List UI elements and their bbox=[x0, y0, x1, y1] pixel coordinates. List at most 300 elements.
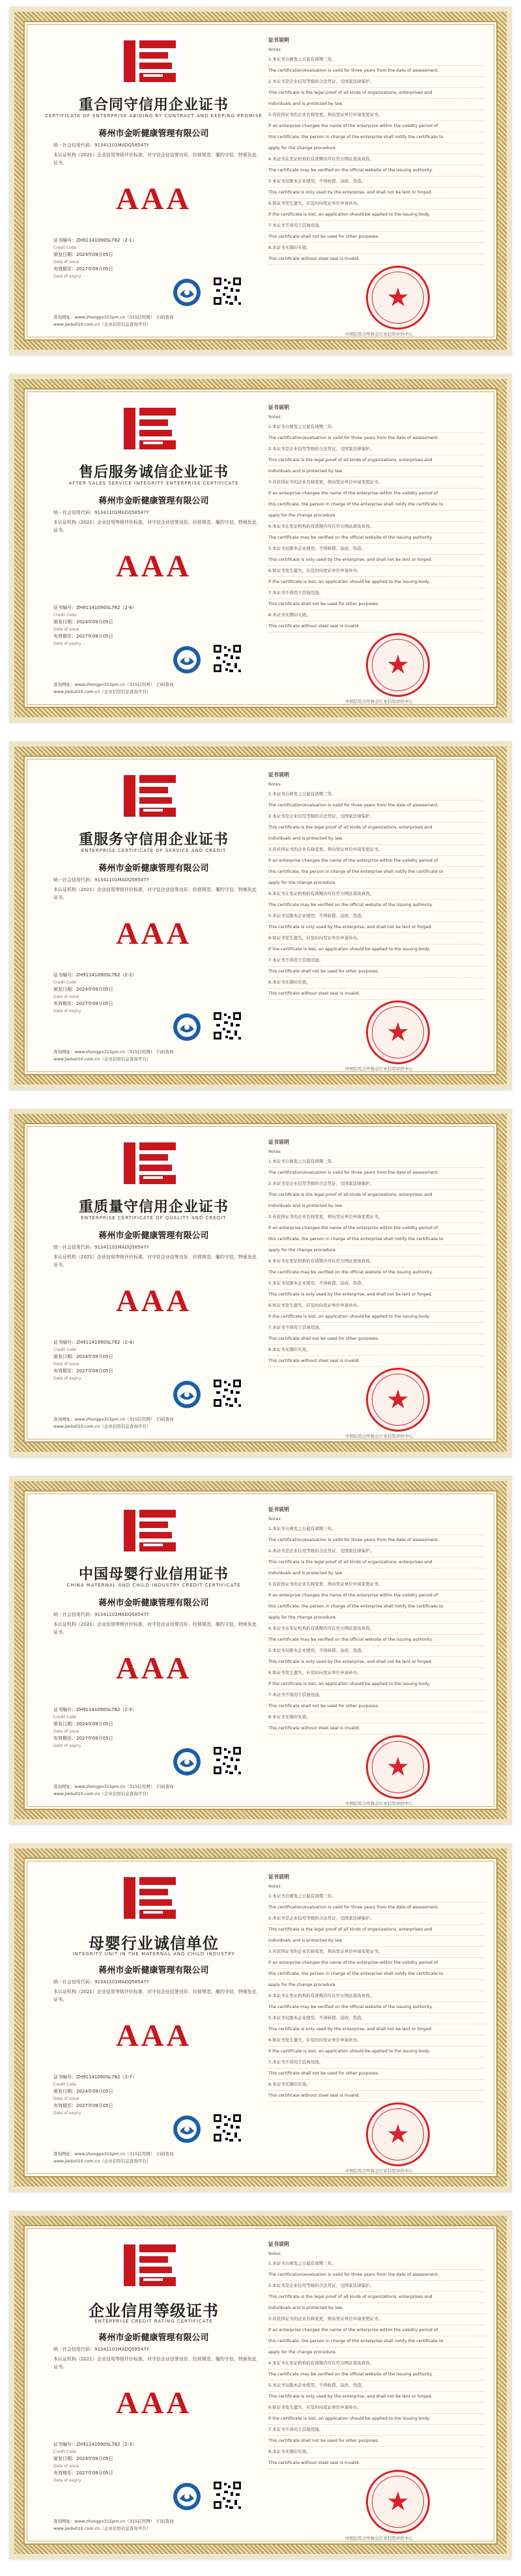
note-line: The certificate may be verified on the official website of the issuing authority. bbox=[268, 900, 485, 911]
note-line: This certificate without steel seal is invalid. bbox=[268, 2091, 485, 2102]
note-line: 4.本证书在发证机构的有效期内可在官方网站查询真伪。 bbox=[268, 889, 485, 900]
certificate-subtitle: CHINA MATERNAL AND CHILD INDUSTRY CREDIT CERTIFICATE bbox=[66, 1583, 241, 1588]
cert-no: ZH91141090SL782（2-4） bbox=[76, 1340, 137, 1345]
issue-date-en: Date of issue bbox=[53, 2097, 79, 2101]
issuer-name: 中国信用合作协会行业信用评价中心 bbox=[345, 332, 413, 337]
certificate-card bbox=[9, 1109, 512, 1457]
note-line: 2.本证书是企业信用等级的合法凭证，受国家法律保护。 bbox=[268, 77, 485, 88]
cert-no-en: Credit Code bbox=[53, 980, 77, 985]
seal-star-icon: ★ bbox=[386, 650, 410, 680]
query-site-2[interactable]: www.jiedu010.com.cn（企业信用信息查询平台） bbox=[53, 2526, 151, 2531]
note-line: If an enterprise changes the name of the enterprise within the validity period of bbox=[268, 1223, 485, 1234]
note-line: this certificate, the person in charge of the enterprise shall notify the certificate to bbox=[268, 867, 485, 878]
query-site-1[interactable]: www.zhongpx315pm.cn（315信用网） bbox=[74, 1784, 152, 1789]
cert-no-label: 证书编号： bbox=[53, 238, 76, 243]
certificate-notes-panel bbox=[268, 766, 485, 1071]
note-line: 2.本证书是企业信用等级的合法凭证，受国家法律保护。 bbox=[268, 1914, 485, 1925]
certificate-card bbox=[9, 1843, 512, 2192]
note-line: this certificate, the person in charge of the enterprise shall notify the certificate to bbox=[268, 132, 485, 143]
note-line: If an enterprise changes the name of the enterprise within the validity period of bbox=[268, 1591, 485, 1602]
note-line: 3.若获得证书的企业名称变更，须向发证单位申请变更证书。 bbox=[268, 2314, 485, 2325]
query-site-2[interactable]: www.jiedu010.com.cn（企业信用信息查询平台） bbox=[53, 322, 151, 327]
note-line: individuals and is protected by law. bbox=[268, 2303, 485, 2314]
note-line: 6.如证书发生遗失，应及时向发证单位申请补办。 bbox=[268, 2035, 485, 2046]
rating-grade: AAA bbox=[116, 1284, 191, 1318]
seal-star-icon: ★ bbox=[386, 2119, 410, 2149]
company-name: 蒋州市金昕健康管理有限公司 bbox=[98, 1598, 209, 1608]
credit-code: 统一社会信用代码：91341101MADQ58547Y bbox=[53, 2347, 149, 2352]
note-line: 6.如证书发生遗失，应及时向发证单位申请补办。 bbox=[268, 1668, 485, 1679]
expiry-date: 有效期至：2027年09月05日 bbox=[53, 1368, 113, 1374]
note-line: If the certificate is lost, an application should be applied to the issuing body. bbox=[268, 577, 485, 588]
note-line: 5.本证书仅限本企业使用，不得转借、涂改、伪造。 bbox=[268, 911, 485, 922]
note-line: 3.若获得证书的企业名称变更，须向发证单位申请变更证书。 bbox=[268, 110, 485, 121]
query-site-2[interactable]: www.jiedu010.com.cn（企业信用信息查询平台） bbox=[53, 1424, 151, 1429]
rating-grade: AAA bbox=[116, 182, 191, 216]
certificate-paper bbox=[23, 1490, 498, 1810]
note-line: This certificate shall not be used for other purposes. bbox=[268, 232, 485, 243]
rating-grade: AAA bbox=[116, 2018, 191, 2053]
note-line: 8.本证书无钢印无效。 bbox=[268, 2447, 485, 2458]
notes-title-en: Notes bbox=[268, 782, 281, 787]
query-site-2[interactable]: www.jiedu010.com.cn（企业信用信息查询平台） bbox=[53, 1791, 151, 1796]
note-line: This certificate is the legal proof of all kinds of organizations, enterprises and bbox=[268, 88, 485, 99]
note-line: The certification/evaluation is valid for three years from the date of assessment. bbox=[268, 1903, 485, 1914]
certificate-description: 本认证机构（2021）企业信用等级评价标准，对守信企业信誉良好、经营规范、履约守信，特颁发此证书。 bbox=[53, 2357, 257, 2370]
note-line: 5.本证书仅限本企业使用，不得转借、涂改、伪造。 bbox=[268, 177, 485, 188]
certificate-meta bbox=[53, 237, 137, 280]
notes-list bbox=[268, 2259, 485, 2469]
red-seal-stamp bbox=[366, 633, 430, 697]
certificate-paper bbox=[23, 388, 498, 708]
notes-title: 证书说明 bbox=[268, 2241, 289, 2247]
cert-no: ZH91141090SL782（2-5） bbox=[76, 1707, 137, 1712]
blue-emblem-icon bbox=[172, 277, 202, 307]
note-line: 5.本证书仅限本企业使用，不得转借、涂改、伪造。 bbox=[268, 544, 485, 555]
certificate-meta bbox=[53, 2074, 137, 2117]
notes-list bbox=[268, 55, 485, 265]
note-line: This certificate is the legal proof of all kinds of organizations, enterprises and bbox=[268, 823, 485, 834]
certificate-description: 本认证机构（2021）企业信用等级评价标准，对守信企业信誉良好、经营规范、履约守信，特颁发此证书。 bbox=[53, 152, 257, 165]
note-line: If an enterprise changes the name of the enterprise within the validity period of bbox=[268, 488, 485, 500]
certificate-front bbox=[44, 1868, 263, 2167]
cert-no: ZH91141090SL782（2-6） bbox=[76, 605, 137, 610]
company-name: 蒋州市金昕健康管理有限公司 bbox=[98, 129, 209, 139]
cert-no-label: 证书编号： bbox=[53, 1707, 76, 1712]
note-line: This certificate without steel seal is invalid. bbox=[268, 2458, 485, 2469]
qr-code-icon bbox=[212, 644, 242, 673]
red-seal-stamp bbox=[366, 266, 430, 330]
notes-title-en: Notes bbox=[268, 2251, 281, 2256]
certificate-footer bbox=[53, 1783, 260, 1798]
note-line: This certificate is only used by the enterprise, and shall not be lent or forged. bbox=[268, 1657, 485, 1668]
note-line: 4.本证书在发证机构的有效期内可在官方网站查询真伪。 bbox=[268, 1256, 485, 1267]
cert-no-label: 证书编号： bbox=[53, 972, 76, 978]
note-line: This certificate without steel seal is invalid. bbox=[268, 621, 485, 632]
certificate-title: 售后服务诚信企业证书 bbox=[78, 464, 229, 481]
notes-title-en: Notes bbox=[268, 47, 281, 52]
note-line: individuals and is protected by law. bbox=[268, 1936, 485, 1947]
note-line: individuals and is protected by law. bbox=[268, 1201, 485, 1212]
expiry-date-en: Date of expiry bbox=[53, 1744, 81, 1748]
certificate-notes-panel bbox=[268, 1501, 485, 1806]
note-line: apply for the change procedure. bbox=[268, 2347, 485, 2358]
expiry-date: 有效期至：2027年09月05日 bbox=[53, 634, 113, 639]
blue-emblem-icon bbox=[172, 1012, 202, 1042]
note-line: This certificate shall not be used for other purposes. bbox=[268, 2436, 485, 2447]
notes-title-en: Notes bbox=[268, 414, 281, 419]
expiry-date: 有效期至：2027年09月05日 bbox=[53, 2470, 113, 2476]
qr-code-icon bbox=[212, 2113, 242, 2143]
query-site-2[interactable]: www.jiedu010.com.cn（企业信用信息查询平台） bbox=[53, 689, 151, 694]
issue-date: 颁发日期：2024年09月05日 bbox=[53, 2089, 113, 2094]
note-line: This certificate is the legal proof of all kinds of organizations, enterprises and bbox=[268, 1557, 485, 1568]
rating-grade: AAA bbox=[116, 916, 191, 951]
expiry-date-en: Date of expiry bbox=[53, 1376, 81, 1381]
query-site-1[interactable]: www.zhongpx315pm.cn（315信用网） bbox=[74, 2151, 152, 2157]
credit-logo-icon bbox=[117, 1139, 181, 1188]
note-line: this certificate, the person in charge of the enterprise shall notify the certificate to bbox=[268, 2336, 485, 2347]
notes-title: 证书说明 bbox=[268, 37, 289, 43]
note-line: 2.本证书是企业信用等级的合法凭证，受国家法律保护。 bbox=[268, 444, 485, 455]
note-line: 8.本证书无钢印无效。 bbox=[268, 2080, 485, 2091]
certificate-notes-panel bbox=[268, 31, 485, 337]
note-line: The certificate may be verified on the official website of the issuing authority. bbox=[268, 165, 485, 177]
certificate-description: 本认证机构（2021）企业信用等级评价标准，对守信企业信誉良好、经营规范、履约守信，特颁发此证书。 bbox=[53, 1989, 257, 2002]
note-line: apply for the change procedure. bbox=[268, 1613, 485, 1624]
cert-no-label: 证书编号： bbox=[53, 2074, 76, 2080]
expiry-date: 有效期至：2027年09月05日 bbox=[53, 266, 113, 272]
certificate-notes-panel bbox=[268, 1868, 485, 2173]
note-line: individuals and is protected by law. bbox=[268, 1568, 485, 1579]
query-site-1[interactable]: www.zhongpx315pm.cn（315信用网） bbox=[74, 1417, 152, 1422]
scan-query: 扫码查询 bbox=[156, 315, 174, 320]
issuer-name: 中国信用合作协会行业信用评价中心 bbox=[345, 2168, 413, 2173]
certificate-front bbox=[44, 1501, 263, 1800]
note-line: 3.若获得证书的企业名称变更，须向发证单位申请变更证书。 bbox=[268, 845, 485, 856]
certificate-footer bbox=[53, 1416, 260, 1430]
expiry-date-en: Date of expiry bbox=[53, 642, 81, 646]
expiry-date: 有效期至：2027年09月05日 bbox=[53, 2103, 113, 2108]
issuer-name: 中国信用合作协会行业信用评价中心 bbox=[345, 1066, 413, 1071]
certificate-front bbox=[44, 766, 263, 1065]
credit-code: 统一社会信用代码：91341101MADQ58547Y bbox=[53, 143, 149, 148]
issue-date: 颁发日期：2024年09月05日 bbox=[53, 252, 113, 257]
red-seal-stamp bbox=[366, 2470, 430, 2534]
certificate-footer bbox=[53, 1049, 260, 1063]
certificate-front bbox=[44, 31, 263, 330]
expiry-date-en: Date of expiry bbox=[53, 2478, 81, 2483]
note-line: This certificate is only used by the enterprise, and shall not be lent or forged. bbox=[268, 188, 485, 199]
note-line: 1.本证书自颁发之日起有效期三年。 bbox=[268, 2259, 485, 2270]
note-line: 3.若获得证书的企业名称变更，须向发证单位申请变更证书。 bbox=[268, 1579, 485, 1591]
cert-no-en: Credit Code bbox=[53, 2450, 77, 2454]
certificate-paper bbox=[23, 1123, 498, 1443]
expiry-date-en: Date of expiry bbox=[53, 1009, 81, 1013]
certificate-meta bbox=[53, 2441, 137, 2484]
certificate-card bbox=[9, 1476, 512, 1824]
query-site-1[interactable]: www.zhongpx315pm.cn（315信用网） bbox=[74, 2519, 152, 2524]
note-line: 1.本证书自颁发之日起有效期三年。 bbox=[268, 1524, 485, 1535]
red-seal-stamp bbox=[366, 1368, 430, 1432]
certificate-card bbox=[9, 2211, 512, 2559]
red-seal-stamp bbox=[366, 2102, 430, 2166]
note-line: 7.本证书不得用于其他用途。 bbox=[268, 2058, 485, 2069]
note-line: 7.本证书不得用于其他用途。 bbox=[268, 955, 485, 967]
notes-title: 证书说明 bbox=[268, 1507, 289, 1512]
certificate-footer bbox=[53, 2151, 260, 2165]
note-line: The certificate may be verified on the official website of the issuing authority. bbox=[268, 2370, 485, 2381]
note-line: This certificate shall not be used for other purposes. bbox=[268, 967, 485, 978]
cert-no: ZH91141090SL782（2-1） bbox=[76, 238, 137, 243]
rating-grade: AAA bbox=[116, 549, 191, 584]
note-line: 3.若获得证书的企业名称变更，须向发证单位申请变更证书。 bbox=[268, 477, 485, 488]
note-line: The certification/evaluation is valid for three years from the date of assessment. bbox=[268, 1168, 485, 1179]
certificate-title: 重合同守信用企业证书 bbox=[78, 96, 229, 113]
note-line: This certificate without steel seal is invalid. bbox=[268, 1723, 485, 1734]
certificate-description: 本认证机构（2021）企业信用等级评价标准，对守信企业信誉良好、经营规范、履约守信，特颁发此证书。 bbox=[53, 520, 257, 533]
certificate-paper bbox=[23, 1858, 498, 2177]
note-line: this certificate, the person in charge of the enterprise shall notify the certificate to bbox=[268, 1969, 485, 1980]
red-seal-stamp bbox=[366, 1735, 430, 1799]
notes-title-en: Notes bbox=[268, 1149, 281, 1154]
note-line: This certificate is only used by the enterprise, and shall not be lent or forged. bbox=[268, 2392, 485, 2403]
note-line: 4.本证书在发证机构的有效期内可在官方网站查询真伪。 bbox=[268, 522, 485, 533]
rating-grade: AAA bbox=[116, 2386, 191, 2420]
issue-date: 颁发日期：2024年09月05日 bbox=[53, 619, 113, 625]
note-line: individuals and is protected by law. bbox=[268, 99, 485, 110]
certificate-subtitle: AFTER SALES SERVICE INTEGRITY ENTERPRISE CERTIFICATE bbox=[68, 481, 239, 486]
blue-emblem-icon bbox=[172, 2482, 202, 2512]
issue-date-en: Date of issue bbox=[53, 627, 79, 632]
certificate-meta bbox=[53, 972, 137, 1015]
cert-no-en: Credit Code bbox=[53, 1348, 77, 1352]
query-label: 查询网址： bbox=[53, 315, 75, 320]
cert-no-label: 证书编号： bbox=[53, 605, 76, 610]
note-line: If an enterprise changes the name of the enterprise within the validity period of bbox=[268, 121, 485, 132]
blue-emblem-icon bbox=[172, 1747, 202, 1777]
note-line: 8.本证书无钢印无效。 bbox=[268, 1712, 485, 1723]
issuer-name: 中国信用合作协会行业信用评价中心 bbox=[345, 2536, 413, 2541]
query-label: 查询网址： bbox=[53, 2519, 75, 2524]
red-seal-stamp bbox=[366, 1000, 430, 1064]
credit-code: 统一社会信用代码：91341101MADQ58547Y bbox=[53, 1612, 149, 1617]
notes-list bbox=[268, 789, 485, 1000]
certificate-description: 本认证机构（2021）企业信用等级评价标准，对守信企业信誉良好、经营规范、履约守信，特颁发此证书。 bbox=[53, 1622, 257, 1635]
notes-title: 证书说明 bbox=[268, 404, 289, 410]
query-site-2[interactable]: www.jiedu010.com.cn（企业信用信息查询平台） bbox=[53, 1056, 151, 1062]
notes-list bbox=[268, 422, 485, 632]
note-line: If an enterprise changes the name of the enterprise within the validity period of bbox=[268, 1958, 485, 1969]
qr-code-icon bbox=[212, 276, 242, 306]
note-line: 7.本证书不得用于其他用途。 bbox=[268, 1690, 485, 1701]
blue-emblem-icon bbox=[172, 2114, 202, 2144]
certificate-title: 重服务守信用企业证书 bbox=[78, 831, 229, 848]
certificate-card bbox=[9, 7, 512, 355]
certificate-meta bbox=[53, 604, 137, 647]
note-line: If the certificate is lost, an application should be applied to the issuing body. bbox=[268, 2414, 485, 2425]
scan-query: 扫码查询 bbox=[156, 1784, 174, 1789]
rating-grade: AAA bbox=[116, 1651, 191, 1686]
scan-query: 扫码查询 bbox=[156, 2519, 174, 2524]
note-line: apply for the change procedure. bbox=[268, 878, 485, 889]
note-line: The certificate may be verified on the official website of the issuing authority. bbox=[268, 2002, 485, 2013]
note-line: 5.本证书仅限本企业使用，不得转借、涂改、伪造。 bbox=[268, 1646, 485, 1657]
note-line: The certificate may be verified on the official website of the issuing authority. bbox=[268, 533, 485, 544]
certificate-paper bbox=[23, 756, 498, 1075]
notes-title: 证书说明 bbox=[268, 772, 289, 778]
certificate-subtitle: ENTERPRISE CREDIT RATING CERTIFICATE bbox=[94, 2319, 213, 2324]
certificate-subtitle: ENTERPRISE CERTIFICATE OF QUALITY AND CREDIT bbox=[81, 1215, 227, 1221]
cert-no-label: 证书编号： bbox=[53, 1340, 76, 1345]
qr-code-icon bbox=[212, 1378, 242, 1408]
certificate-footer bbox=[53, 681, 260, 696]
note-line: 2.本证书是企业信用等级的合法凭证，受国家法律保护。 bbox=[268, 2281, 485, 2292]
note-line: 5.本证书仅限本企业使用，不得转借、涂改、伪造。 bbox=[268, 2381, 485, 2392]
note-line: 1.本证书自颁发之日起有效期三年。 bbox=[268, 422, 485, 433]
certificate-front bbox=[44, 399, 263, 698]
note-line: 8.本证书无钢印无效。 bbox=[268, 243, 485, 254]
credit-code: 统一社会信用代码：91341101MADQ58547Y bbox=[53, 877, 149, 883]
note-line: The certification/evaluation is valid for three years from the date of assessment. bbox=[268, 2270, 485, 2281]
note-line: 2.本证书是企业信用等级的合法凭证，受国家法律保护。 bbox=[268, 812, 485, 823]
note-line: This certificate is the legal proof of all kinds of organizations, enterprises and bbox=[268, 2292, 485, 2303]
certificate-notes-panel bbox=[268, 1133, 485, 1439]
issue-date-en: Date of issue bbox=[53, 1362, 79, 1366]
certificate-title: 企业信用等级证书 bbox=[89, 2301, 219, 2320]
note-line: The certification/evaluation is valid for three years from the date of assessment. bbox=[268, 1535, 485, 1546]
seal-star-icon: ★ bbox=[386, 1017, 410, 1047]
note-line: The certificate may be verified on the official website of the issuing authority. bbox=[268, 1635, 485, 1646]
note-line: 8.本证书无钢印无效。 bbox=[268, 610, 485, 621]
note-line: If the certificate is lost, an application should be applied to the issuing body. bbox=[268, 210, 485, 221]
note-line: The certification/evaluation is valid for three years from the date of assessment. bbox=[268, 66, 485, 77]
query-label: 查询网址： bbox=[53, 2151, 75, 2157]
certificate-subtitle: CERTIFICATE OF ENTERPRISE ABIDING BY CONTRACT AND KEEPING PROMISE bbox=[45, 113, 262, 119]
scan-query: 扫码查询 bbox=[156, 1417, 174, 1422]
query-site-2[interactable]: www.jiedu010.com.cn（企业信用信息查询平台） bbox=[53, 2158, 151, 2164]
note-line: apply for the change procedure. bbox=[268, 511, 485, 522]
note-line: apply for the change procedure. bbox=[268, 1980, 485, 1991]
notes-title: 证书说明 bbox=[268, 1139, 289, 1145]
certificate-paper bbox=[23, 2225, 498, 2545]
note-line: This certificate is the legal proof of all kinds of organizations, enterprises and bbox=[268, 1925, 485, 1936]
note-line: This certificate shall not be used for other purposes. bbox=[268, 1701, 485, 1712]
note-line: this certificate, the person in charge of the enterprise shall notify the certificate to bbox=[268, 1602, 485, 1613]
scan-query: 扫码查询 bbox=[156, 682, 174, 687]
credit-logo-icon bbox=[117, 771, 181, 821]
note-line: 2.本证书是企业信用等级的合法凭证，受国家法律保护。 bbox=[268, 1546, 485, 1557]
certificate-front bbox=[44, 1133, 263, 1432]
certificate-title: 母婴行业诚信单位 bbox=[89, 1934, 219, 1953]
note-line: If an enterprise changes the name of the enterprise within the validity period of bbox=[268, 2325, 485, 2336]
blue-emblem-icon bbox=[172, 1380, 202, 1409]
issue-date-en: Date of issue bbox=[53, 2464, 79, 2469]
note-line: this certificate, the person in charge of the enterprise shall notify the certificate to bbox=[268, 1234, 485, 1245]
note-line: This certificate shall not be used for other purposes. bbox=[268, 599, 485, 610]
certificate-footer bbox=[53, 314, 260, 328]
certificate-notes-panel bbox=[268, 399, 485, 704]
certificate-title: 中国母婴行业信用证书 bbox=[78, 1566, 229, 1583]
cert-no: ZH91141090SL782（2-7） bbox=[76, 2074, 137, 2080]
issue-date: 颁发日期：2024年09月05日 bbox=[53, 987, 113, 992]
issuer-name: 中国信用合作协会行业信用评价中心 bbox=[345, 1434, 413, 1439]
query-site-1[interactable]: www.zhongpx315pm.cn（315信用网） bbox=[74, 1049, 152, 1054]
certificate-description: 本认证机构（2021）企业信用等级评价标准，对守信企业信誉良好、经营规范、履约守信，特颁发此证书。 bbox=[53, 887, 257, 900]
query-site-1[interactable]: www.zhongpx315pm.cn（315信用网） bbox=[74, 682, 152, 687]
note-line: 4.本证书在发证机构的有效期内可在官方网站查询真伪。 bbox=[268, 154, 485, 165]
note-line: 4.本证书在发证机构的有效期内可在官方网站查询真伪。 bbox=[268, 1624, 485, 1635]
qr-code-icon bbox=[212, 1011, 242, 1041]
note-line: 8.本证书无钢印无效。 bbox=[268, 978, 485, 989]
cert-no-en: Credit Code bbox=[53, 246, 77, 250]
expiry-date: 有效期至：2027年09月05日 bbox=[53, 1736, 113, 1741]
notes-title-en: Notes bbox=[268, 1884, 281, 1889]
note-line: If the certificate is lost, an application should be applied to the issuing body. bbox=[268, 944, 485, 955]
company-name: 蒋州市金昕健康管理有限公司 bbox=[98, 1966, 209, 1975]
company-name: 蒋州市金昕健康管理有限公司 bbox=[98, 1231, 209, 1241]
credit-logo-icon bbox=[117, 1506, 181, 1555]
expiry-date-en: Date of expiry bbox=[53, 274, 81, 279]
certificate-subtitle: INTEGRITY UNIT IN THE MATERNAL AND CHILD INDUSTRY bbox=[72, 1951, 235, 1957]
notes-title: 证书说明 bbox=[268, 1874, 289, 1880]
note-line: If the certificate is lost, an application should be applied to the issuing body. bbox=[268, 2046, 485, 2058]
credit-logo-icon bbox=[117, 1873, 181, 1923]
note-line: If an enterprise changes the name of the enterprise within the validity period of bbox=[268, 856, 485, 867]
issuer-name: 中国信用合作协会行业信用评价中心 bbox=[345, 699, 413, 704]
note-line: 1.本证书自颁发之日起有效期三年。 bbox=[268, 1157, 485, 1168]
note-line: 4.本证书在发证机构的有效期内可在官方网站查询真伪。 bbox=[268, 1991, 485, 2002]
note-line: This certificate is only used by the enterprise, and shall not be lent or forged. bbox=[268, 922, 485, 933]
note-line: 4.本证书在发证机构的有效期内可在官方网站查询真伪。 bbox=[268, 2358, 485, 2370]
qr-code-icon bbox=[212, 1746, 242, 1776]
query-label: 查询网址： bbox=[53, 1049, 75, 1054]
note-line: This certificate without steel seal is invalid. bbox=[268, 254, 485, 265]
note-line: apply for the change procedure. bbox=[268, 143, 485, 154]
note-line: This certificate without steel seal is invalid. bbox=[268, 989, 485, 1000]
query-site-1[interactable]: www.zhongpx315pm.cn（315信用网） bbox=[74, 315, 152, 320]
credit-logo-icon bbox=[117, 2241, 181, 2290]
note-line: This certificate without steel seal is invalid. bbox=[268, 1356, 485, 1367]
scan-query: 扫码查询 bbox=[156, 1049, 174, 1054]
credit-logo-icon bbox=[117, 36, 181, 86]
note-line: This certificate is the legal proof of all kinds of organizations, enterprises and bbox=[268, 1190, 485, 1201]
query-label: 查询网址： bbox=[53, 682, 75, 687]
certificate-front bbox=[44, 2235, 263, 2534]
certificate-paper bbox=[23, 21, 498, 341]
note-line: The certification/evaluation is valid for three years from the date of assessment. bbox=[268, 433, 485, 444]
cert-no-en: Credit Code bbox=[53, 613, 77, 617]
note-line: This certificate is only used by the enterprise, and shall not be lent or forged. bbox=[268, 2024, 485, 2035]
certificate-card bbox=[9, 374, 512, 722]
seal-star-icon: ★ bbox=[386, 1752, 410, 1782]
note-line: 6.如证书发生遗失，应及时向发证单位申请补办。 bbox=[268, 1301, 485, 1312]
note-line: 5.本证书仅限本企业使用，不得转借、涂改、伪造。 bbox=[268, 2013, 485, 2024]
company-name: 蒋州市金昕健康管理有限公司 bbox=[98, 496, 209, 506]
notes-list bbox=[268, 1157, 485, 1367]
note-line: This certificate is the legal proof of all kinds of organizations, enterprises and bbox=[268, 455, 485, 466]
note-line: 6.如证书发生遗失，应及时向发证单位申请补办。 bbox=[268, 199, 485, 210]
company-name: 蒋州市金昕健康管理有限公司 bbox=[98, 864, 209, 873]
scan-query: 扫码查询 bbox=[156, 2151, 174, 2157]
notes-list bbox=[268, 1524, 485, 1734]
note-line: 7.本证书不得用于其他用途。 bbox=[268, 221, 485, 232]
cert-no-en: Credit Code bbox=[53, 2082, 77, 2087]
note-line: This certificate shall not be used for other purposes. bbox=[268, 1334, 485, 1345]
issue-date-en: Date of issue bbox=[53, 995, 79, 999]
note-line: 3.若获得证书的企业名称变更，须向发证单位申请变更证书。 bbox=[268, 1212, 485, 1223]
note-line: 1.本证书自颁发之日起有效期三年。 bbox=[268, 789, 485, 800]
